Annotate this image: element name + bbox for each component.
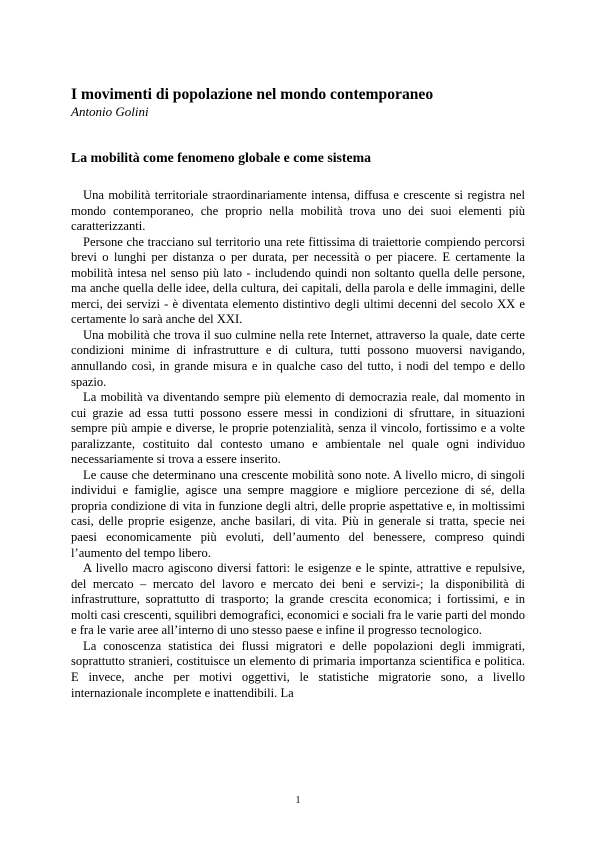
paragraph: Una mobilità territoriale straordinariamente intensa, diffusa e crescente si registra nel mondo contemporaneo, che proprio nella mobilità trova uno dei suoi elementi più caratterizzanti. [71, 188, 525, 234]
body-text [71, 188, 525, 701]
page-number: 1 [295, 795, 301, 806]
paragraph: Persone che tracciano sul territorio una rete fittissima di traiettorie compiendo percorsi brevi o lunghi per distanza o per durata, per necessità o per piacere. E certamente la mobilità intesa nel senso più lato - includendo quindi non soltanto quella delle persone, ma anche quella delle idee, della cultura, dei capitali, della parola e delle immagini, delle merci, dei servizi - è diventata elemento distintivo degli ultimi decenni del secolo XX e certamente lo sarà anche del XXI. [71, 234, 525, 327]
paragraph: Una mobilità che trova il suo culmine nella rete Internet, attraverso la quale, date certe condizioni minime di infrastrutture e di cultura, tutti possono muoversi navigando, annullando così, in grande misura e in qualche caso del tutto, i nodi del tempo e dello spazio. [71, 327, 525, 389]
paragraph: La mobilità va diventando sempre più elemento di democrazia reale, dal momento in cui grazie ad essa tutti possono essere messi in condizioni di sfruttare, in situazioni sempre più ampie e diverse, le proprie potenzialità, senza il vincolo, fortissimo e a volte paralizzante, costituito dal contesto umano e ambientale nel quale ogni individuo necessariamente si trova a essere inserito. [71, 390, 525, 467]
document-author: Antonio Golini [71, 104, 149, 119]
section-heading: La mobilità come fenomeno globale e come sistema [71, 150, 372, 165]
paragraph: La conoscenza statistica dei flussi migratori e delle popolazioni degli immigrati, soprattutto stranieri, costituisce un elemento di primaria importanza scientifica e politica. E invece, anche per motivi oggettivi, le statistiche migratorie sono, a livello internazionale incomplete e inattendibili. La [71, 638, 525, 700]
document-title: I movimenti di popolazione nel mondo contemporaneo [71, 86, 434, 103]
paragraph: A livello macro agiscono diversi fattori: le esigenze e le spinte, attrattive e repulsive, del mercato – mercato del lavoro e mercato dei beni e servizi-; la disponibilità di infrastrutture, soprattutto di trasporto; la grande crescita economica; i fortissimi, e in molti casi crescenti, squilibri demografici, economici e sociali fra le varie parti del mondo e fra le varie aree all’interno di uno stesso paese e infine il progresso tecnologico. [71, 561, 525, 638]
paragraph: Le cause che determinano una crescente mobilità sono note. A livello micro, di singoli individui e famiglie, agisce una sempre maggiore e migliore percezione di sé, della propria condizione di vita in funzione degli altri, delle proprie aspettative e, in moltissimi casi, delle proprie esigenze, anche basilari, di vita. Più in generale si tratta, specie nei paesi economicamente più evoluti, dell’aumento del benessere, compreso quindi l’aumento del tempo libero. [71, 467, 525, 560]
